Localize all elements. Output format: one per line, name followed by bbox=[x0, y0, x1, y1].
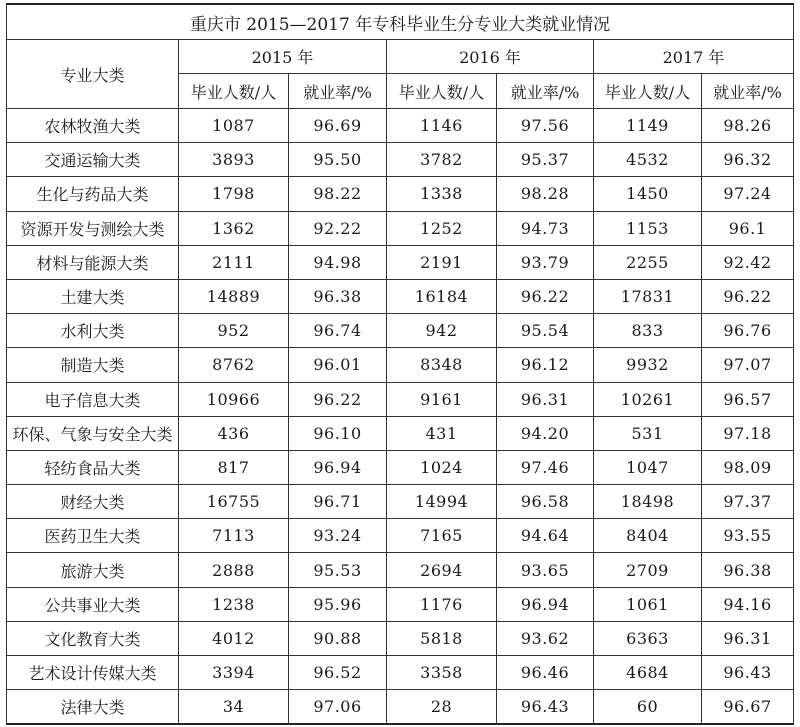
table-row bbox=[7, 485, 794, 519]
employment-table bbox=[6, 3, 794, 725]
header-year-2017: 2017 年 bbox=[594, 40, 794, 74]
table-row bbox=[7, 245, 794, 279]
graduates-cell: 28 bbox=[387, 690, 497, 725]
category-cell: 制造大类 bbox=[7, 348, 179, 382]
rate-cell: 98.26 bbox=[702, 109, 794, 143]
graduates-cell: 1252 bbox=[387, 211, 497, 245]
header-rate: 就业率/% bbox=[497, 74, 594, 109]
rate-cell: 97.46 bbox=[497, 450, 594, 484]
rate-cell: 96.74 bbox=[289, 314, 387, 348]
graduates-cell: 1176 bbox=[387, 587, 497, 621]
rate-cell: 96.43 bbox=[702, 656, 794, 690]
rate-cell: 94.20 bbox=[497, 416, 594, 450]
rate-cell: 97.18 bbox=[702, 416, 794, 450]
rate-cell: 96.10 bbox=[289, 416, 387, 450]
header-graduates: 毕业人数/人 bbox=[387, 74, 497, 109]
rate-cell: 96.38 bbox=[289, 279, 387, 313]
rate-cell: 94.16 bbox=[702, 587, 794, 621]
table-row bbox=[7, 450, 794, 484]
rate-cell: 98.09 bbox=[702, 450, 794, 484]
rate-cell: 96.31 bbox=[702, 621, 794, 655]
table-row bbox=[7, 587, 794, 621]
graduates-cell: 3358 bbox=[387, 656, 497, 690]
rate-cell: 90.88 bbox=[289, 621, 387, 655]
rate-cell: 95.53 bbox=[289, 553, 387, 587]
graduates-cell: 34 bbox=[179, 690, 289, 725]
graduates-cell: 3782 bbox=[387, 143, 497, 177]
rate-cell: 97.07 bbox=[702, 348, 794, 382]
graduates-cell: 2709 bbox=[594, 553, 702, 587]
table-row bbox=[7, 177, 794, 211]
table-row bbox=[7, 211, 794, 245]
graduates-cell: 9161 bbox=[387, 382, 497, 416]
rate-cell: 96.22 bbox=[497, 279, 594, 313]
table-row bbox=[7, 621, 794, 655]
rate-cell: 96.31 bbox=[497, 382, 594, 416]
category-cell: 公共事业大类 bbox=[7, 587, 179, 621]
rate-cell: 92.22 bbox=[289, 211, 387, 245]
graduates-cell: 942 bbox=[387, 314, 497, 348]
graduates-cell: 7165 bbox=[387, 519, 497, 553]
rate-cell: 98.22 bbox=[289, 177, 387, 211]
rate-cell: 96.69 bbox=[289, 109, 387, 143]
rate-cell: 93.79 bbox=[497, 245, 594, 279]
table-container bbox=[6, 3, 793, 725]
graduates-cell: 436 bbox=[179, 416, 289, 450]
graduates-cell: 9932 bbox=[594, 348, 702, 382]
rate-cell: 96.57 bbox=[702, 382, 794, 416]
rate-cell: 96.94 bbox=[289, 450, 387, 484]
rate-cell: 97.56 bbox=[497, 109, 594, 143]
graduates-cell: 1047 bbox=[594, 450, 702, 484]
graduates-cell: 817 bbox=[179, 450, 289, 484]
graduates-cell: 3394 bbox=[179, 656, 289, 690]
rate-cell: 96.12 bbox=[497, 348, 594, 382]
rate-cell: 96.58 bbox=[497, 485, 594, 519]
table-row bbox=[7, 690, 794, 725]
rate-cell: 97.37 bbox=[702, 485, 794, 519]
table-row bbox=[7, 348, 794, 382]
graduates-cell: 531 bbox=[594, 416, 702, 450]
category-cell: 旅游大类 bbox=[7, 553, 179, 587]
graduates-cell: 2255 bbox=[594, 245, 702, 279]
category-cell: 财经大类 bbox=[7, 485, 179, 519]
graduates-cell: 16184 bbox=[387, 279, 497, 313]
rate-cell: 96.32 bbox=[702, 143, 794, 177]
rate-cell: 94.73 bbox=[497, 211, 594, 245]
rate-cell: 95.96 bbox=[289, 587, 387, 621]
graduates-cell: 1149 bbox=[594, 109, 702, 143]
rate-cell: 96.22 bbox=[702, 279, 794, 313]
rate-cell: 96.67 bbox=[702, 690, 794, 725]
category-cell: 法律大类 bbox=[7, 690, 179, 725]
graduates-cell: 833 bbox=[594, 314, 702, 348]
graduates-cell: 1146 bbox=[387, 109, 497, 143]
header-rate: 就业率/% bbox=[289, 74, 387, 109]
graduates-cell: 60 bbox=[594, 690, 702, 725]
rate-cell: 96.38 bbox=[702, 553, 794, 587]
graduates-cell: 1338 bbox=[387, 177, 497, 211]
table-row bbox=[7, 279, 794, 313]
graduates-cell: 2694 bbox=[387, 553, 497, 587]
header-category: 专业大类 bbox=[7, 40, 179, 109]
graduates-cell: 5818 bbox=[387, 621, 497, 655]
category-cell: 电子信息大类 bbox=[7, 382, 179, 416]
table-row bbox=[7, 314, 794, 348]
category-cell: 生化与药品大类 bbox=[7, 177, 179, 211]
category-cell: 材料与能源大类 bbox=[7, 245, 179, 279]
rate-cell: 96.22 bbox=[289, 382, 387, 416]
table-title: 重庆市 2015—2017 年专科毕业生分专业大类就业情况 bbox=[7, 4, 794, 40]
header-year-2015: 2015 年 bbox=[179, 40, 387, 74]
graduates-cell: 431 bbox=[387, 416, 497, 450]
rate-cell: 94.64 bbox=[497, 519, 594, 553]
category-cell: 医药卫生大类 bbox=[7, 519, 179, 553]
graduates-cell: 7113 bbox=[179, 519, 289, 553]
category-cell: 农林牧渔大类 bbox=[7, 109, 179, 143]
graduates-cell: 8762 bbox=[179, 348, 289, 382]
category-cell: 环保、气象与安全大类 bbox=[7, 416, 179, 450]
table-row bbox=[7, 382, 794, 416]
graduates-cell: 2191 bbox=[387, 245, 497, 279]
category-cell: 交通运输大类 bbox=[7, 143, 179, 177]
rate-cell: 97.06 bbox=[289, 690, 387, 725]
category-cell: 土建大类 bbox=[7, 279, 179, 313]
graduates-cell: 1362 bbox=[179, 211, 289, 245]
graduates-cell: 1153 bbox=[594, 211, 702, 245]
rate-cell: 98.28 bbox=[497, 177, 594, 211]
graduates-cell: 4684 bbox=[594, 656, 702, 690]
rate-cell: 93.65 bbox=[497, 553, 594, 587]
category-cell: 轻纺食品大类 bbox=[7, 450, 179, 484]
rate-cell: 96.94 bbox=[497, 587, 594, 621]
table-row bbox=[7, 519, 794, 553]
graduates-cell: 6363 bbox=[594, 621, 702, 655]
category-cell: 文化教育大类 bbox=[7, 621, 179, 655]
header-rate: 就业率/% bbox=[702, 74, 794, 109]
rate-cell: 96.1 bbox=[702, 211, 794, 245]
graduates-cell: 1061 bbox=[594, 587, 702, 621]
graduates-cell: 4532 bbox=[594, 143, 702, 177]
rate-cell: 96.43 bbox=[497, 690, 594, 725]
graduates-cell: 8348 bbox=[387, 348, 497, 382]
graduates-cell: 2888 bbox=[179, 553, 289, 587]
rate-cell: 96.71 bbox=[289, 485, 387, 519]
category-cell: 资源开发与测绘大类 bbox=[7, 211, 179, 245]
graduates-cell: 1087 bbox=[179, 109, 289, 143]
graduates-cell: 10966 bbox=[179, 382, 289, 416]
graduates-cell: 18498 bbox=[594, 485, 702, 519]
rate-cell: 96.01 bbox=[289, 348, 387, 382]
rate-cell: 95.50 bbox=[289, 143, 387, 177]
rate-cell: 96.76 bbox=[702, 314, 794, 348]
graduates-cell: 1450 bbox=[594, 177, 702, 211]
category-cell: 水利大类 bbox=[7, 314, 179, 348]
rate-cell: 92.42 bbox=[702, 245, 794, 279]
table-row bbox=[7, 143, 794, 177]
rate-cell: 94.98 bbox=[289, 245, 387, 279]
graduates-cell: 2111 bbox=[179, 245, 289, 279]
rate-cell: 95.54 bbox=[497, 314, 594, 348]
graduates-cell: 1238 bbox=[179, 587, 289, 621]
rate-cell: 93.55 bbox=[702, 519, 794, 553]
graduates-cell: 952 bbox=[179, 314, 289, 348]
rate-cell: 95.37 bbox=[497, 143, 594, 177]
category-cell: 艺术设计传媒大类 bbox=[7, 656, 179, 690]
graduates-cell: 3893 bbox=[179, 143, 289, 177]
header-year-2016: 2016 年 bbox=[387, 40, 594, 74]
graduates-cell: 14994 bbox=[387, 485, 497, 519]
graduates-cell: 1798 bbox=[179, 177, 289, 211]
header-graduates: 毕业人数/人 bbox=[179, 74, 289, 109]
header-graduates: 毕业人数/人 bbox=[594, 74, 702, 109]
table-row bbox=[7, 416, 794, 450]
graduates-cell: 16755 bbox=[179, 485, 289, 519]
rate-cell: 93.62 bbox=[497, 621, 594, 655]
table-row bbox=[7, 109, 794, 143]
graduates-cell: 17831 bbox=[594, 279, 702, 313]
rate-cell: 96.52 bbox=[289, 656, 387, 690]
graduates-cell: 14889 bbox=[179, 279, 289, 313]
graduates-cell: 1024 bbox=[387, 450, 497, 484]
graduates-cell: 10261 bbox=[594, 382, 702, 416]
rate-cell: 97.24 bbox=[702, 177, 794, 211]
graduates-cell: 4012 bbox=[179, 621, 289, 655]
rate-cell: 96.46 bbox=[497, 656, 594, 690]
table-row bbox=[7, 553, 794, 587]
graduates-cell: 8404 bbox=[594, 519, 702, 553]
rate-cell: 93.24 bbox=[289, 519, 387, 553]
table-row bbox=[7, 656, 794, 690]
